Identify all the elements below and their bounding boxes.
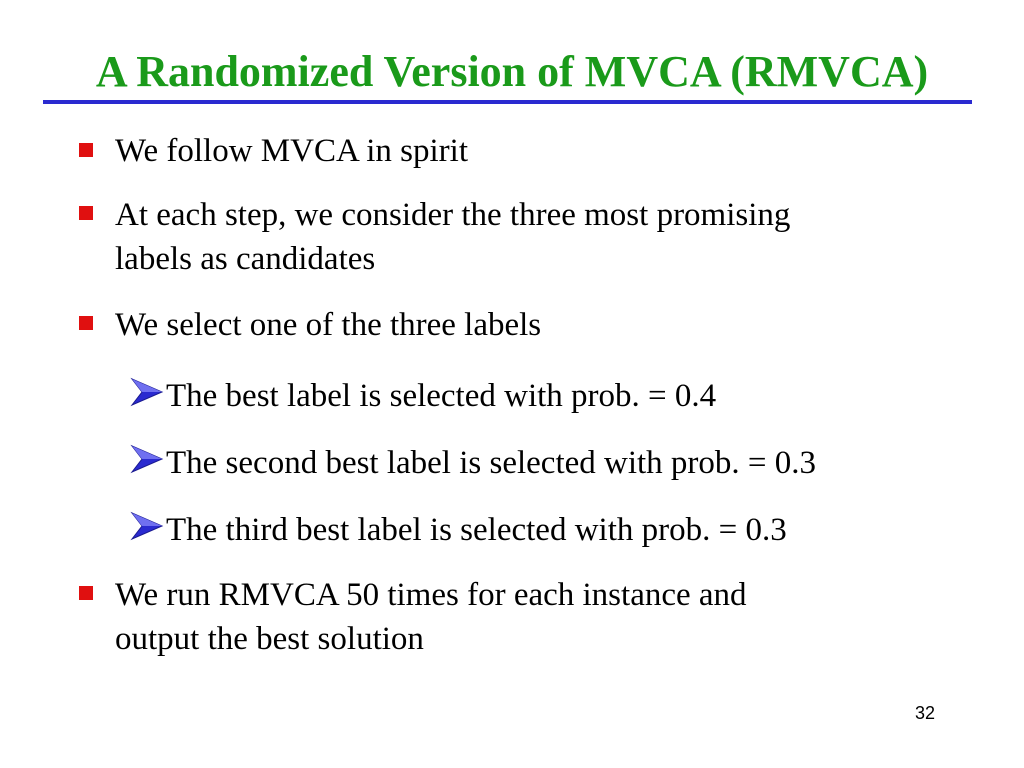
square-bullet-icon bbox=[79, 206, 93, 220]
square-bullet-icon bbox=[79, 316, 93, 330]
arrowhead-bullet-icon bbox=[130, 444, 164, 474]
square-bullet-icon bbox=[79, 586, 93, 600]
sub-bullet-text: The best label is selected with prob. = 0.4 bbox=[166, 378, 717, 414]
bullet-text: We select one of the three labels bbox=[115, 307, 542, 343]
bullet-text-continuation: labels as candidates bbox=[115, 241, 376, 277]
arrowhead-bullet-icon bbox=[130, 511, 164, 541]
square-bullet-icon bbox=[79, 143, 93, 157]
sub-bullet-text: The third best label is selected with prob. = 0.3 bbox=[166, 512, 787, 548]
bullet-text: We follow MVCA in spirit bbox=[115, 133, 469, 169]
arrowhead-bullet-icon bbox=[130, 377, 164, 407]
slide-title: A Randomized Version of MVCA (RMVCA) bbox=[95, 47, 929, 96]
sub-bullet-text: The second best label is selected with prob. = 0.3 bbox=[166, 445, 817, 481]
bullet-text-continuation: output the best solution bbox=[115, 621, 424, 657]
bullet-text: We run RMVCA 50 times for each instance and bbox=[115, 577, 747, 613]
bullet-text: At each step, we consider the three most promising bbox=[115, 197, 791, 233]
page-number: 32 bbox=[914, 703, 936, 723]
title-underline bbox=[43, 100, 972, 104]
